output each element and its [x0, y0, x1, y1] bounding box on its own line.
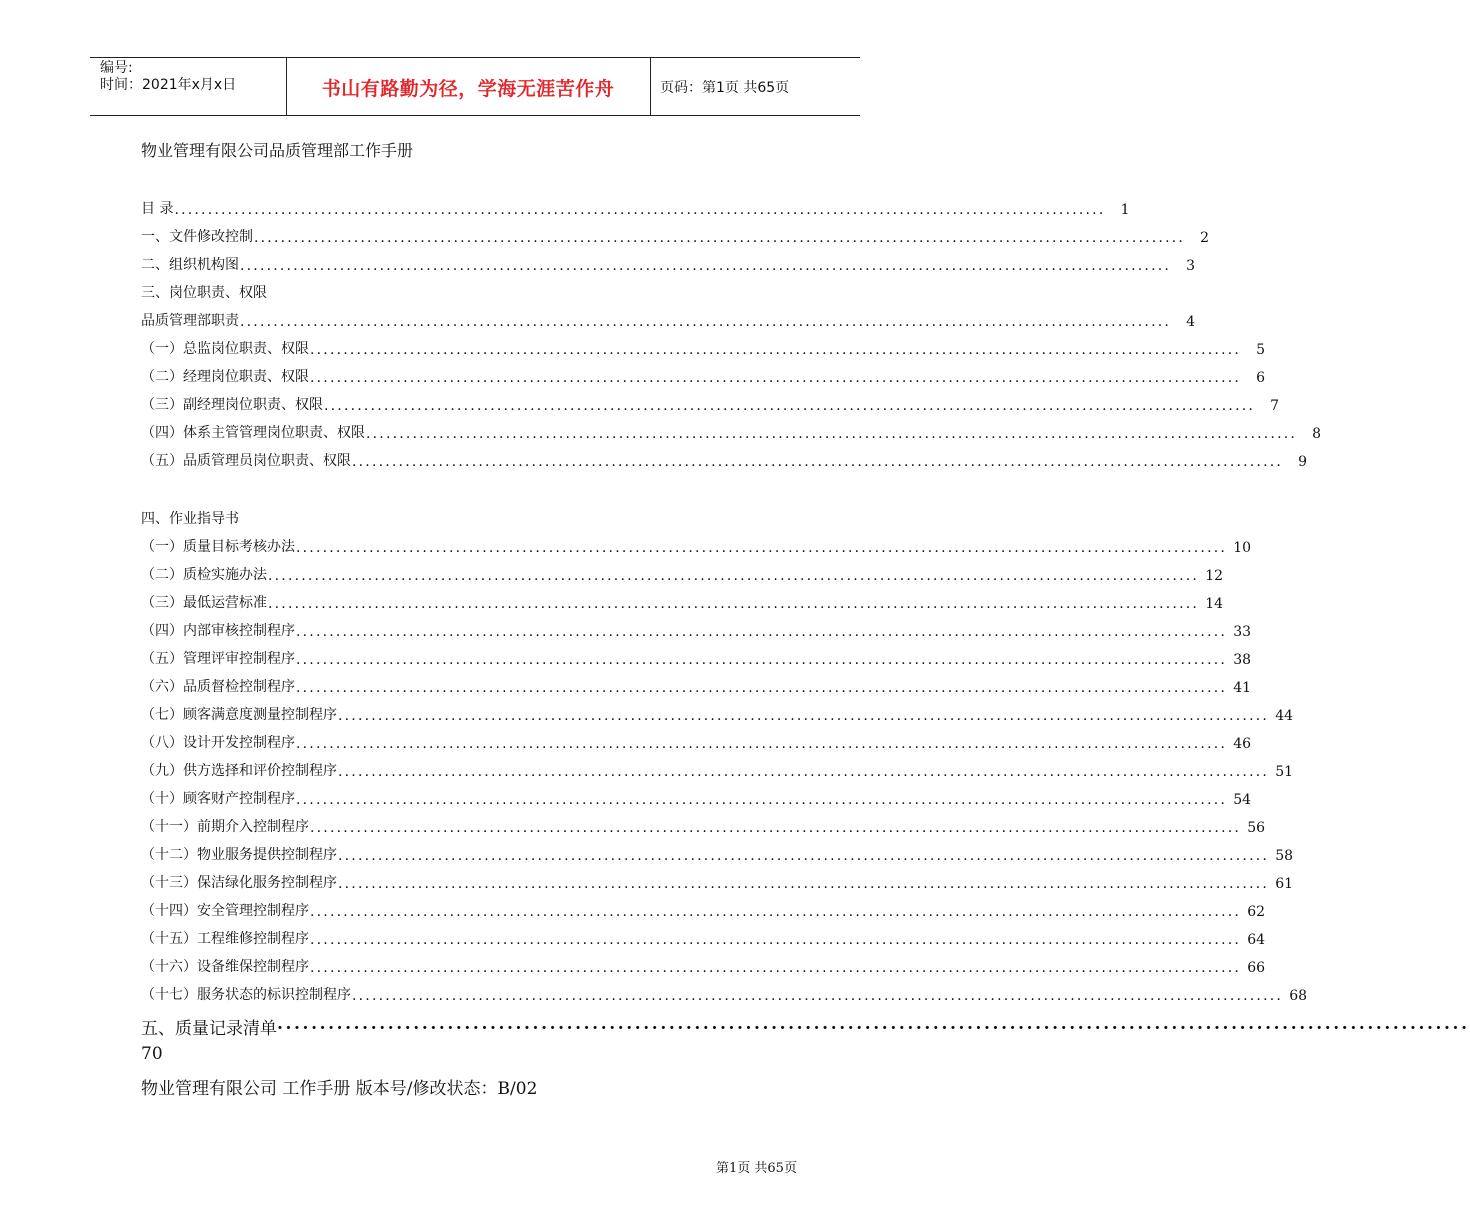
toc-entry-label: （一）质量目标考核办法 — [141, 539, 295, 555]
toc-entry-page: 2 — [1200, 230, 1210, 246]
toc-leader: ............................................................................................................................................ — [352, 988, 1284, 1004]
toc-leader: ............................................................................................................................................ — [352, 454, 1284, 470]
toc-leader: ............................................................................................................................................ — [338, 848, 1270, 864]
header-meta — [100, 60, 236, 94]
toc-leader: ............................................................................................................................................ — [338, 876, 1270, 892]
toc-leader: ............................................................................................................................................ — [310, 370, 1242, 386]
toc-leader: ............................................................................................................................................ — [296, 652, 1228, 668]
toc-leader: ............................................................................................................................................ — [254, 230, 1186, 246]
toc-entry-label: 品质管理部职责 — [141, 313, 239, 329]
toc-entry-label: （四）内部审核控制程序 — [141, 623, 295, 639]
toc-entry-label: 目 录 — [141, 201, 174, 217]
toc-entry-page: 4 — [1186, 314, 1196, 330]
toc-leader: ............................................................................................................................................ — [296, 680, 1228, 696]
toc-entry-page: 7 — [1270, 398, 1280, 414]
toc-entry-page: 64 — [1247, 932, 1266, 948]
toc-entry-label: （七）顾客满意度测量控制程序 — [141, 707, 337, 723]
toc-entry-page: 44 — [1275, 708, 1294, 724]
toc-entry-page: 14 — [1205, 596, 1224, 612]
toc-leader: ............................................................................................................................................ — [310, 904, 1242, 920]
header-divider-right — [650, 57, 651, 115]
toc-entry-page: 58 — [1275, 848, 1294, 864]
toc-entry-page: 41 — [1233, 680, 1252, 696]
toc-entry-label: （一）总监岗位职责、权限 — [141, 341, 309, 357]
toc-entry-page: 38 — [1233, 652, 1252, 668]
toc-entry-label: （五）品质管理员岗位职责、权限 — [141, 453, 351, 469]
toc-entry-page: 6 — [1256, 370, 1266, 386]
toc-entry[interactable] — [141, 982, 1308, 1004]
toc-entry-page: 70 — [141, 1044, 163, 1064]
document-number-label: 编号: — [100, 60, 133, 76]
toc-entry-page: 68 — [1289, 988, 1308, 1004]
toc-entry-label: 三、岗位职责、权限 — [141, 285, 267, 301]
toc-entry-label: （六）品质督检控制程序 — [141, 679, 295, 695]
toc-entry[interactable] — [141, 926, 1266, 948]
toc-entry-page: 62 — [1247, 904, 1266, 920]
toc-entry-label: （八）设计开发控制程序 — [141, 735, 295, 751]
toc-leader: ............................................................................................................................................ — [240, 314, 1172, 330]
toc-section-heading — [141, 280, 737, 302]
toc-entry[interactable] — [141, 814, 1266, 836]
toc-entry-page: 61 — [1275, 876, 1294, 892]
toc-entry[interactable] — [141, 336, 1266, 358]
toc-entry-page: 56 — [1247, 820, 1266, 836]
toc-entry-label: （四）体系主管管理岗位职责、权限 — [141, 425, 365, 441]
toc-leader: ............................................................................................................................................ — [310, 960, 1242, 976]
document-version-line: 物业管理有限公司 工作手册 版本号/修改状态：B/02 — [141, 1079, 538, 1099]
toc-entry[interactable] — [141, 870, 1294, 892]
toc-leader: ............................................................................................................................................ — [366, 426, 1298, 442]
toc-entry-label: （二）质检实施办法 — [141, 567, 267, 583]
toc-entry[interactable] — [141, 842, 1294, 864]
toc-entry[interactable] — [141, 898, 1266, 920]
toc-entry[interactable] — [141, 562, 1224, 584]
toc-entry-label: （二）经理岗位职责、权限 — [141, 369, 309, 385]
toc-entry-label: （十七）服务状态的标识控制程序 — [141, 987, 351, 1003]
header-motto: 书山有路勤为径，学海无涯苦作舟 — [321, 78, 615, 100]
toc-entry[interactable] — [141, 196, 1130, 218]
toc-entry[interactable] — [141, 730, 1252, 752]
document-title: 物业管理有限公司品质管理部工作手册 — [141, 141, 414, 160]
toc-leader: ............................................................................................................................................ — [296, 736, 1228, 752]
toc-entry-label: （十六）设备维保控制程序 — [141, 959, 309, 975]
toc-leader: ............................................................................................................................................ — [268, 568, 1200, 584]
toc-entry-page: 33 — [1233, 624, 1252, 640]
toc-leader: ............................................................................................................................................ — [296, 540, 1228, 556]
toc-entry[interactable] — [141, 646, 1252, 668]
header-top-rule — [90, 57, 860, 58]
toc-entry-label: （三）最低运营标准 — [141, 595, 267, 611]
toc-leader: ............................................................................................................................................ — [324, 398, 1256, 414]
toc-leader: ............................................................................................................................................ — [310, 820, 1242, 836]
toc-entry[interactable] — [141, 590, 1224, 612]
toc-entry[interactable] — [141, 224, 1210, 246]
toc-entry-page: 9 — [1298, 454, 1308, 470]
header-page-info: 页码：第1页 共65页 — [660, 80, 790, 96]
toc-leader: ............................................................................................................................................ — [296, 792, 1228, 808]
toc-entry-page: 46 — [1233, 736, 1252, 752]
toc-entry-label: （九）供方选择和评价控制程序 — [141, 763, 337, 779]
toc-leader: ............................................................................................................................................ — [310, 932, 1242, 948]
toc-entry[interactable] — [141, 786, 1252, 808]
toc-entry-page: 8 — [1312, 426, 1322, 442]
toc-entry-label: 一、文件修改控制 — [141, 229, 253, 245]
toc-entry[interactable] — [141, 448, 1308, 470]
toc-entry-label: （十）顾客财产控制程序 — [141, 791, 295, 807]
toc-entry[interactable] — [141, 364, 1266, 386]
toc-entry-page: 1 — [1120, 202, 1130, 218]
toc-entry-page: 51 — [1275, 764, 1294, 780]
toc-entry-label: （十五）工程维修控制程序 — [141, 931, 309, 947]
toc-entry[interactable] — [141, 618, 1252, 640]
toc-section-heading — [141, 506, 737, 528]
toc-leader: ............................................................................................................................................ — [240, 258, 1172, 274]
toc-entry-label: 四、作业指导书 — [141, 511, 239, 527]
header-bottom-rule — [90, 115, 860, 116]
toc-entry-label: （十一）前期介入控制程序 — [141, 819, 309, 835]
toc-leader: ............................................................................................................................................ — [296, 624, 1228, 640]
toc-entry-quality-records[interactable] — [141, 1014, 1470, 1039]
toc-entry-label: （三）副经理岗位职责、权限 — [141, 397, 323, 413]
toc-entry[interactable] — [141, 534, 1252, 556]
toc-entry[interactable] — [141, 420, 1322, 442]
toc-leader: ............................................................................................................................................ — [277, 1014, 1470, 1034]
toc-leader: ............................................................................................................................................ — [174, 202, 1106, 218]
toc-entry-label: （十三）保洁绿化服务控制程序 — [141, 875, 337, 891]
toc-entry-page: 5 — [1256, 342, 1266, 358]
toc-entry-page: 3 — [1186, 258, 1196, 274]
toc-entry-label: （十四）安全管理控制程序 — [141, 903, 309, 919]
toc-entry-page: 54 — [1233, 792, 1252, 808]
toc-entry-label: （十二）物业服务提供控制程序 — [141, 847, 337, 863]
toc-entry[interactable] — [141, 308, 1196, 330]
toc-leader: ............................................................................................................................................ — [338, 708, 1270, 724]
toc-entry[interactable] — [141, 758, 1294, 780]
toc-entry-label: 五、质量记录清单 — [141, 1019, 277, 1039]
toc-entry-page: 10 — [1233, 540, 1252, 556]
page-footer: 第1页 共65页 — [716, 1161, 797, 1176]
toc-leader: ............................................................................................................................................ — [268, 596, 1200, 612]
toc-entry[interactable] — [141, 954, 1266, 976]
toc-entry[interactable] — [141, 252, 1196, 274]
toc-entry[interactable] — [141, 674, 1252, 696]
toc-entry[interactable] — [141, 392, 1280, 414]
document-time-label: 时间：2021年x月x日 — [100, 77, 237, 93]
toc-entry-label: 二、组织机构图 — [141, 257, 239, 273]
toc-leader: ............................................................................................................................................ — [310, 342, 1242, 358]
toc-entry-page: 66 — [1247, 960, 1266, 976]
toc-entry-page: 12 — [1205, 568, 1224, 584]
toc-entry-label: （五）管理评审控制程序 — [141, 651, 295, 667]
toc-leader: ............................................................................................................................................ — [338, 764, 1270, 780]
toc-entry[interactable] — [141, 702, 1294, 724]
